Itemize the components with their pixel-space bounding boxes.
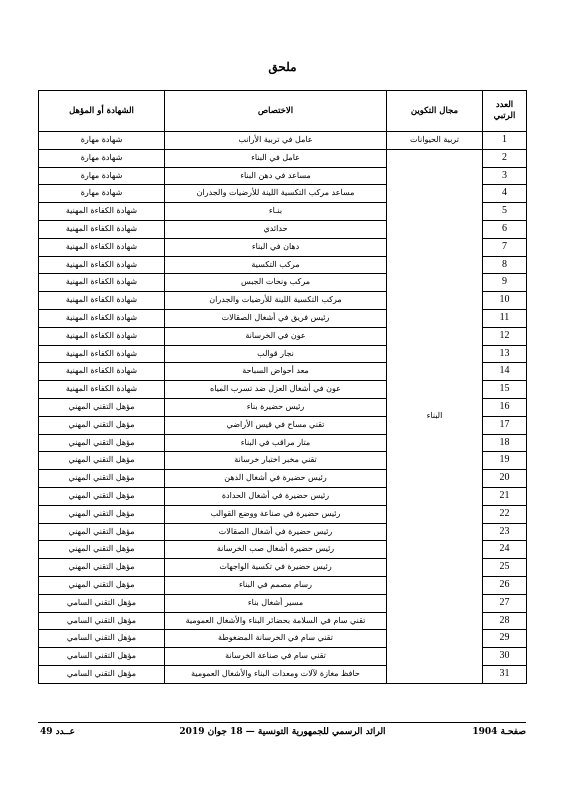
row-number: 23 xyxy=(483,523,527,541)
certificate-cell: شهادة الكفاءة المهنية xyxy=(39,238,165,256)
specialty-cell: عامل في البناء xyxy=(165,149,387,167)
footer-gazette-title: الرائد الرسمي للجمهورية التونسية — 18 جوان 2019 xyxy=(179,727,386,737)
specialty-cell: حافظ مغازة لآلات ومعدات البناء والأشغال العمومية xyxy=(165,665,387,683)
row-number: 28 xyxy=(483,612,527,630)
certificate-cell: شهادة الكفاءة المهنية xyxy=(39,309,165,327)
table-body xyxy=(39,132,527,684)
certificate-cell: مؤهل التقني المهني xyxy=(39,398,165,416)
specialty-cell: تقني سام في صناعة الخرسانة xyxy=(165,648,387,666)
certificate-cell: شهادة مهارة xyxy=(39,149,165,167)
table-row xyxy=(39,132,527,150)
row-number: 1 xyxy=(483,132,527,150)
row-number: 12 xyxy=(483,327,527,345)
footer-issue-number: عــدد 49 xyxy=(40,727,76,737)
row-number: 11 xyxy=(483,309,527,327)
annex-table xyxy=(38,90,527,684)
specialty-cell: مركب التكسية اللينة للأرضيات والجدران xyxy=(165,292,387,310)
certificate-cell: شهادة الكفاءة المهنية xyxy=(39,220,165,238)
certificate-cell: مؤهل التقني المهني xyxy=(39,541,165,559)
specialty-cell: رئيس حضيرة في تكسية الواجهات xyxy=(165,559,387,577)
row-number: 9 xyxy=(483,274,527,292)
specialty-cell: نجار قوالب xyxy=(165,345,387,363)
certificate-cell: مؤهل التقني السامي xyxy=(39,612,165,630)
table-header-row xyxy=(39,91,527,132)
row-number: 18 xyxy=(483,434,527,452)
page-title: ملحق xyxy=(268,60,297,74)
row-number: 24 xyxy=(483,541,527,559)
specialty-cell: رئيس حضيرة في أشغال الحدادة xyxy=(165,487,387,505)
certificate-cell: مؤهل التقني المهني xyxy=(39,505,165,523)
specialty-cell: رئيس فريق في أشغال الصقالات xyxy=(165,309,387,327)
row-number: 8 xyxy=(483,256,527,274)
table-row xyxy=(39,149,527,167)
domain-cell: تربية الحيوانات xyxy=(387,132,483,150)
specialty-cell: رئيس حضيرة في أشغال الدهن xyxy=(165,470,387,488)
specialty-cell: مساعد في دهن البناء xyxy=(165,167,387,185)
column-header-num: العدد الرتبي xyxy=(483,91,527,132)
row-number: 25 xyxy=(483,559,527,577)
specialty-cell: بنـاء xyxy=(165,203,387,221)
row-number: 31 xyxy=(483,665,527,683)
row-number: 7 xyxy=(483,238,527,256)
certificate-cell: شهادة الكفاءة المهنية xyxy=(39,381,165,399)
certificate-cell: مؤهل التقني المهني xyxy=(39,470,165,488)
row-number: 16 xyxy=(483,398,527,416)
specialty-cell: دهان في البناء xyxy=(165,238,387,256)
specialty-cell: عامل في تربية الأرانب xyxy=(165,132,387,150)
certificate-cell: مؤهل التقني السامي xyxy=(39,630,165,648)
specialty-cell: تقني سام في السلامة بحضائر البناء والأشغال العمومية xyxy=(165,612,387,630)
certificate-cell: شهادة الكفاءة المهنية xyxy=(39,203,165,221)
certificate-cell: مؤهل التقني المهني xyxy=(39,487,165,505)
specialty-cell: عون في الخرسانة xyxy=(165,327,387,345)
specialty-cell: رئيس حضيرة أشغال صب الخرسانة xyxy=(165,541,387,559)
row-number: 14 xyxy=(483,363,527,381)
footer-page-number: صفحـة 1904 xyxy=(472,727,526,737)
certificate-cell: مؤهل التقني المهني xyxy=(39,416,165,434)
specialty-cell: رئيس حضيرة في أشغال الصقالات xyxy=(165,523,387,541)
certificate-cell: شهادة الكفاءة المهنية xyxy=(39,327,165,345)
specialty-cell: معد أحواض السباحة xyxy=(165,363,387,381)
certificate-cell: شهادة الكفاءة المهنية xyxy=(39,274,165,292)
row-number: 6 xyxy=(483,220,527,238)
row-number: 17 xyxy=(483,416,527,434)
specialty-cell: متار مراقب في البناء xyxy=(165,434,387,452)
certificate-cell: شهادة الكفاءة المهنية xyxy=(39,345,165,363)
certificate-cell: مؤهل التقني المهني xyxy=(39,434,165,452)
certificate-cell: شهادة الكفاءة المهنية xyxy=(39,256,165,274)
specialty-cell: رسام مصمم في البناء xyxy=(165,576,387,594)
certificate-cell: مؤهل التقني السامي xyxy=(39,648,165,666)
certificate-cell: مؤهل التقني المهني xyxy=(39,559,165,577)
specialty-cell: حدائدي xyxy=(165,220,387,238)
certificate-cell: مؤهل التقني السامي xyxy=(39,665,165,683)
specialty-cell: عون في أشغال العزل ضد تسرب المياه xyxy=(165,381,387,399)
row-number: 5 xyxy=(483,203,527,221)
row-number: 26 xyxy=(483,576,527,594)
row-number: 10 xyxy=(483,292,527,310)
row-number: 13 xyxy=(483,345,527,363)
row-number: 27 xyxy=(483,594,527,612)
row-number: 15 xyxy=(483,381,527,399)
row-number: 19 xyxy=(483,452,527,470)
column-header-certificate: الشهادة أو المؤهل xyxy=(39,91,165,132)
row-number: 4 xyxy=(483,185,527,203)
specialty-cell: رئيس حضيرة في صناعة ووضع القوالب xyxy=(165,505,387,523)
domain-cell: البناء xyxy=(387,149,483,683)
certificate-cell: شهادة مهارة xyxy=(39,132,165,150)
specialty-cell: مسير أشغال بناء xyxy=(165,594,387,612)
row-number: 2 xyxy=(483,149,527,167)
row-number: 30 xyxy=(483,648,527,666)
column-header-specialty: الاختصاص xyxy=(165,91,387,132)
certificate-cell: مؤهل التقني المهني xyxy=(39,523,165,541)
row-number: 3 xyxy=(483,167,527,185)
certificate-cell: شهادة الكفاءة المهنية xyxy=(39,292,165,310)
specialty-cell: تقني سام في الخرسانة المضغوطة xyxy=(165,630,387,648)
specialty-cell: مركب ونحات الجبس xyxy=(165,274,387,292)
specialty-cell: تقني مساح في قيس الأراضي xyxy=(165,416,387,434)
row-number: 20 xyxy=(483,470,527,488)
certificate-cell: شهادة مهارة xyxy=(39,185,165,203)
certificate-cell: شهادة مهارة xyxy=(39,167,165,185)
certificate-cell: مؤهل التقني المهني xyxy=(39,452,165,470)
row-number: 29 xyxy=(483,630,527,648)
row-number: 22 xyxy=(483,505,527,523)
certificate-cell: مؤهل التقني السامي xyxy=(39,594,165,612)
column-header-domain: مجال التكوين xyxy=(387,91,483,132)
specialty-cell: مركب التكسية xyxy=(165,256,387,274)
row-number: 21 xyxy=(483,487,527,505)
certificate-cell: مؤهل التقني المهني xyxy=(39,576,165,594)
specialty-cell: رئيس حضيرة بناء xyxy=(165,398,387,416)
certificate-cell: شهادة الكفاءة المهنية xyxy=(39,363,165,381)
specialty-cell: تقني مخبر اختبار خرسانة xyxy=(165,452,387,470)
footer-divider xyxy=(38,722,526,723)
specialty-cell: مساعد مركب التكسية اللينة للأرضيات والجدران xyxy=(165,185,387,203)
